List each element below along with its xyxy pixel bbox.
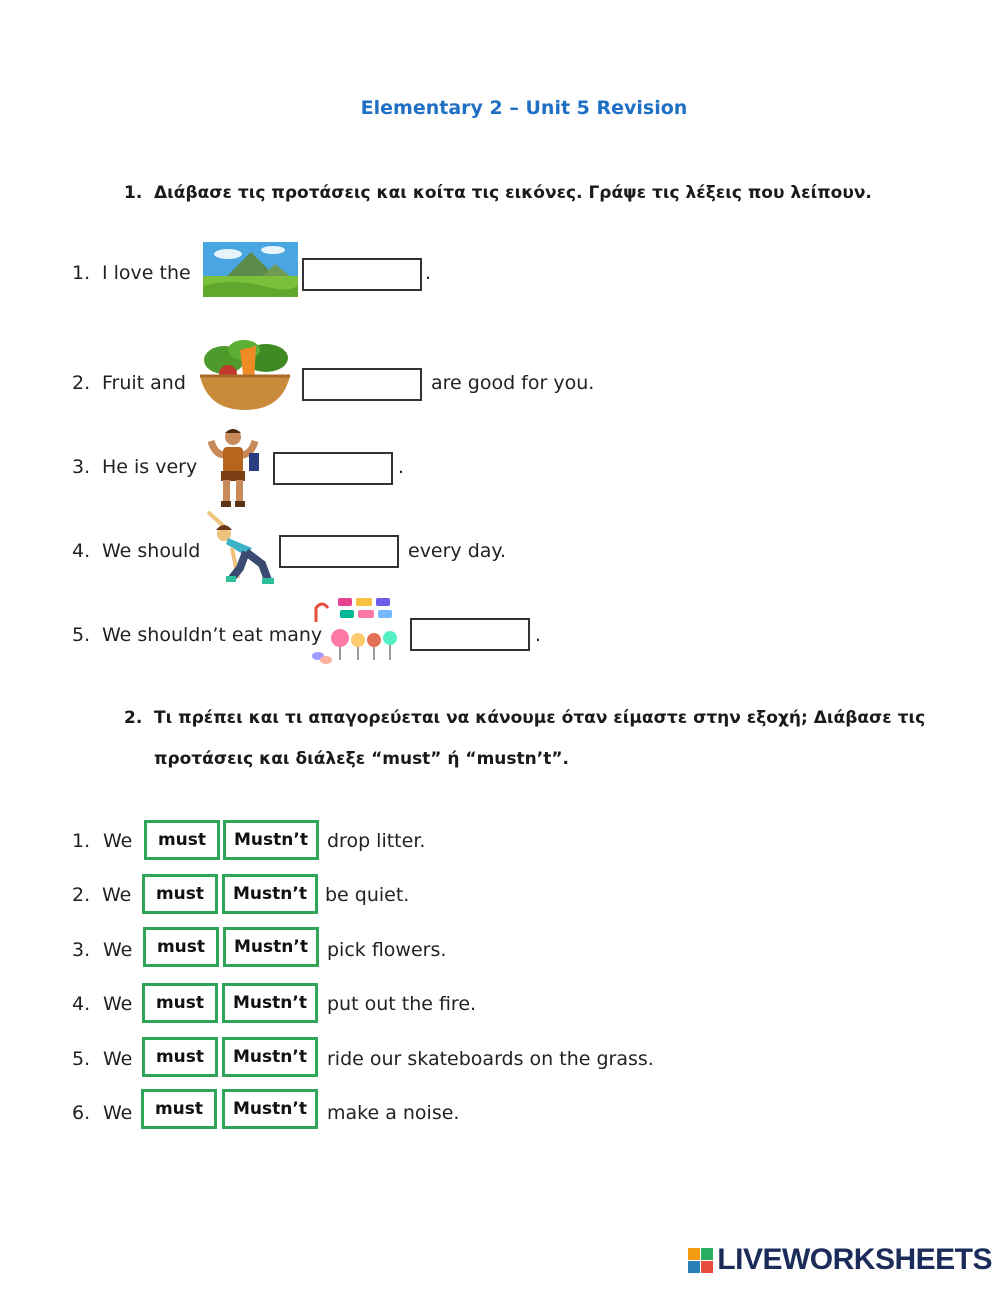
answer-input-3[interactable] [273, 452, 393, 485]
exercising-girl-picture [202, 508, 280, 584]
s2-item-rest: pick flowers. [327, 939, 447, 961]
s1-item-end: . [398, 456, 405, 478]
s1-item-number: 3. [72, 456, 91, 478]
vegetables-bowl-picture [196, 336, 294, 412]
s1-item-text: Fruit and [102, 372, 186, 394]
s2-item-subject: We [103, 993, 133, 1015]
mustnt-button[interactable]: Mustn’t [223, 927, 319, 967]
strong-man-picture [203, 425, 263, 509]
section1-instruction-text: Διάβασε τις προτάσεις και κοίτα τις εικόνες. Γράψε τις λέξεις που λείπουν. [154, 183, 872, 203]
section1-instruction [124, 183, 872, 203]
answer-input-2[interactable] [302, 368, 422, 401]
mustnt-button[interactable]: Mustn’t [223, 820, 319, 860]
must-button[interactable]: must [143, 927, 219, 967]
s2-item-number: 1. [72, 830, 91, 852]
section2-number: 2. [124, 708, 143, 728]
s2-item-subject: We [103, 1102, 133, 1124]
s1-item-end: are good for you. [431, 372, 595, 394]
s2-item-rest: ride our skateboards on the grass. [327, 1048, 654, 1070]
s1-item-number: 2. [72, 372, 91, 394]
s1-item-text: He is very [102, 456, 198, 478]
s1-item-end: . [535, 624, 542, 646]
landscape-picture [203, 242, 298, 297]
liveworksheets-logo [688, 1243, 992, 1277]
mustnt-button[interactable]: Mustn’t [222, 983, 318, 1023]
s2-item-number: 6. [72, 1102, 91, 1124]
s1-item-number: 4. [72, 540, 91, 562]
s2-item-subject: We [102, 884, 132, 906]
mustnt-button[interactable]: Mustn’t [222, 1037, 318, 1077]
s1-item-end: every day. [408, 540, 506, 562]
answer-input-5[interactable] [410, 618, 530, 651]
mustnt-button[interactable]: Mustn’t [222, 1089, 318, 1129]
s2-item-rest: put out the fire. [327, 993, 477, 1015]
s2-item-rest: be quiet. [325, 884, 410, 906]
s1-item-number: 5. [72, 624, 91, 646]
s2-item-rest: drop litter. [327, 830, 426, 852]
section2-instruction-line1: Τι πρέπει και τι απαγορεύεται να κάνουμε όταν είμαστε στην εξοχή; Διάβασε τις [154, 708, 926, 728]
must-button[interactable]: must [142, 1037, 218, 1077]
section2-instruction [124, 708, 925, 728]
s2-item-number: 3. [72, 939, 91, 961]
s1-item-text: We should [102, 540, 201, 562]
must-button[interactable]: must [142, 983, 218, 1023]
s2-item-number: 5. [72, 1048, 91, 1070]
must-button[interactable]: must [144, 820, 220, 860]
s1-item-text: I love the [102, 262, 191, 284]
section2-instruction-line2: προτάσεις και διάλεξε “must” ή “mustn’t”. [154, 749, 569, 769]
s1-item-end: . [425, 262, 432, 284]
must-button[interactable]: must [141, 1089, 217, 1129]
brand-name: LIVEWORKSHEETS [717, 1243, 992, 1276]
sweets-picture [310, 594, 408, 666]
s2-item-subject: We [103, 1048, 133, 1070]
s2-item-number: 4. [72, 993, 91, 1015]
answer-input-4[interactable] [279, 535, 399, 568]
page-title: Elementary 2 – Unit 5 Revision [360, 97, 688, 119]
answer-input-1[interactable] [302, 258, 422, 291]
logo-cubes-icon [688, 1248, 713, 1273]
s2-item-subject: We [103, 830, 133, 852]
section1-number: 1. [124, 183, 143, 203]
s2-item-subject: We [103, 939, 133, 961]
s2-item-rest: make a noise. [327, 1102, 460, 1124]
mustnt-button[interactable]: Mustn’t [222, 874, 318, 914]
s1-item-text: We shouldn’t eat many [102, 624, 323, 646]
s1-item-number: 1. [72, 262, 91, 284]
must-button[interactable]: must [142, 874, 218, 914]
s2-item-number: 2. [72, 884, 91, 906]
